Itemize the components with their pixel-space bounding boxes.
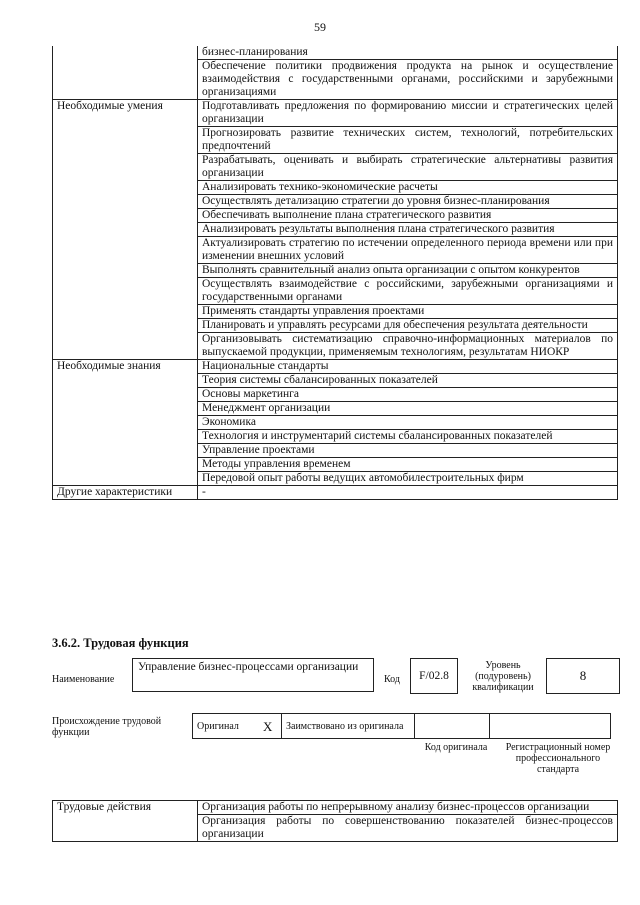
name-label: Наименование bbox=[52, 674, 115, 685]
table-row bbox=[193, 714, 611, 739]
origin-label: Происхождение трудовой функции bbox=[52, 716, 162, 738]
skills-table bbox=[52, 46, 618, 500]
list-item: Применять стандарты управления проектами bbox=[198, 305, 618, 319]
original-mark: X bbox=[259, 714, 282, 739]
original-label: Оригинал bbox=[193, 714, 260, 739]
code-caption: Код оригинала bbox=[424, 742, 488, 753]
list-item: Передовой опыт работы ведущих автомобилестроительных фирм bbox=[198, 472, 618, 486]
list-item: Обеспечение политики продвижения продукта на рынок и осуществление взаимодействия с государственными органами, российскими и зарубежными организациями bbox=[198, 60, 618, 100]
registration-caption: Регистрационный номер профессионального стандарта bbox=[505, 742, 611, 775]
other-value: - bbox=[198, 486, 618, 500]
list-item: Технология и инструментарий системы сбалансированных показателей bbox=[198, 430, 618, 444]
list-item: Осуществлять взаимодействие с российскими, зарубежными организациями и государственными органами bbox=[198, 278, 618, 305]
borrowed-label: Заимствовано из оригинала bbox=[282, 714, 415, 739]
list-item: Анализировать технико-экономические расчеты bbox=[198, 181, 618, 195]
actions-table bbox=[52, 800, 618, 842]
list-item: Выполнять сравнительный анализ опыта организации с опытом конкурентов bbox=[198, 264, 618, 278]
skills-label: Необходимые умения bbox=[53, 100, 198, 360]
empty-label-cell bbox=[53, 46, 198, 100]
knowledge-label: Необходимые знания bbox=[53, 360, 198, 486]
list-item: Основы маркетинга bbox=[198, 388, 618, 402]
qualification-level: 8 bbox=[546, 658, 620, 694]
table-row bbox=[53, 360, 618, 374]
function-header bbox=[52, 658, 618, 698]
list-item: Экономика bbox=[198, 416, 618, 430]
list-item: Анализировать результаты выполнения плана стратегического развития bbox=[198, 223, 618, 237]
code-label: Код bbox=[384, 674, 400, 685]
table-row bbox=[53, 46, 618, 60]
table-row bbox=[53, 801, 618, 815]
function-code: F/02.8 bbox=[410, 658, 458, 694]
list-item: Организация работы по непрерывному анализу бизнес-процессов организации bbox=[198, 801, 618, 815]
table-row bbox=[53, 486, 618, 500]
other-label: Другие характеристики bbox=[53, 486, 198, 500]
list-item: Планировать и управлять ресурсами для обеспечения результата деятельности bbox=[198, 319, 618, 333]
list-item: Организовывать систематизацию справочно-информационных материалов по выпускаемой продукции, применяемым технологиям, результатам НИОКР bbox=[198, 333, 618, 360]
list-item: бизнес-планирования bbox=[198, 46, 618, 60]
list-item: Прогнозировать развитие технических систем, технологий, потребительских предпочтений bbox=[198, 127, 618, 154]
section-title: 3.6.2. Трудовая функция bbox=[52, 636, 189, 650]
level-label: Уровень (подуровень) квалификации bbox=[472, 660, 534, 693]
list-item: Управление проектами bbox=[198, 444, 618, 458]
function-name: Управление бизнес-процессами организации bbox=[132, 658, 374, 692]
list-item: Осуществлять детализацию стратегии до уровня бизнес-планирования bbox=[198, 195, 618, 209]
list-item: Актуализировать стратегию по истечении определенного периода времени или при изменении внешних условий bbox=[198, 237, 618, 264]
original-code-cell bbox=[415, 714, 490, 739]
page-number: 59 bbox=[314, 20, 326, 34]
actions-label: Трудовые действия bbox=[53, 801, 198, 842]
list-item: Методы управления временем bbox=[198, 458, 618, 472]
list-item: Национальные стандарты bbox=[198, 360, 618, 374]
list-item: Разрабатывать, оценивать и выбирать стратегические альтернативы развития организации bbox=[198, 154, 618, 181]
list-item: Подготавливать предложения по формированию миссии и стратегических целей организации bbox=[198, 100, 618, 127]
list-item: Теория системы сбалансированных показателей bbox=[198, 374, 618, 388]
list-item: Организация работы по совершенствованию показателей бизнес-процессов организации bbox=[198, 815, 618, 842]
registration-number-cell bbox=[490, 714, 611, 739]
origin-table bbox=[192, 713, 611, 739]
list-item: Менеджмент организации bbox=[198, 402, 618, 416]
list-item: Обеспечивать выполнение плана стратегического развития bbox=[198, 209, 618, 223]
table-row bbox=[53, 100, 618, 127]
